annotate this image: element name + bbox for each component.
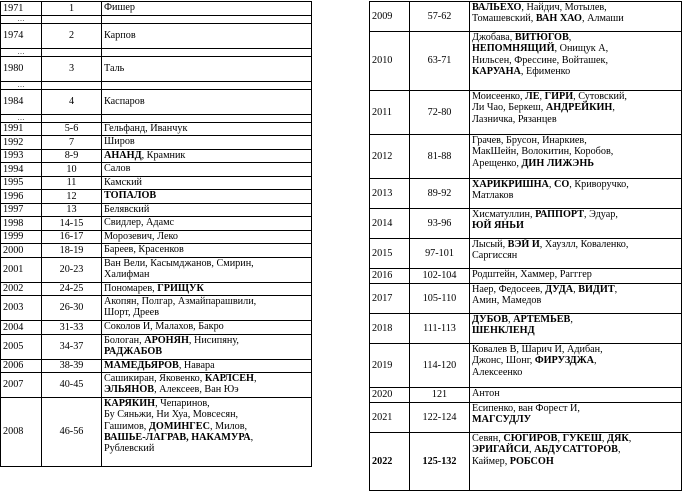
player-name: , [253,373,257,384]
place-cell: 114-120 [410,344,470,388]
empty-cell [102,114,312,122]
player-name: Джобава, [472,32,515,43]
players-cell [470,32,682,91]
players-cell [102,122,312,136]
players-cell [102,334,312,359]
table-row [1,257,312,282]
players-cell [470,284,682,314]
year-cell: 2020 [370,388,410,403]
player-name-bold: КАРЛСЕН [204,373,254,384]
right-table-body [370,2,682,491]
player-name: Каспаров [104,95,145,107]
player-name: , [601,433,607,444]
table-row [1,321,312,335]
place-cell: 20-23 [42,257,102,282]
player-name-bold: АБДУСАТТОРОВ [534,444,618,456]
player-name: , [568,32,572,43]
year-cell: 1992 [1,136,42,150]
ellipsis-cell: … [1,15,42,23]
players-cell [470,91,682,135]
player-name-bold: ЭЛЬЯНОВ [104,384,155,396]
year-cell: 2009 [370,2,410,32]
empty-cell [42,81,102,89]
player-name-bold: ВИТЮГОВ [514,32,569,43]
table-row [370,135,682,179]
table-row [1,217,312,231]
year-cell: 1984 [1,89,42,114]
year-cell: 2005 [1,334,42,359]
player-name-bold: РАДЖАБОВ [104,345,163,357]
players-cell [102,89,312,114]
table-row [1,149,312,163]
players-cell [470,269,682,284]
place-cell: 89-92 [410,179,470,209]
player-name-bold: АНАНД [104,149,142,161]
player-name: Пономарев, [104,282,158,294]
table-row [1,122,312,136]
player-name: , [573,284,579,295]
year-cell: 2017 [370,284,410,314]
player-name-bold: РАППОРТ [535,209,585,220]
year-cell: 2013 [370,179,410,209]
place-cell: 24-25 [42,282,102,296]
table-row [1,163,312,177]
year-cell: 1971 [1,2,42,16]
player-name: Таль [104,62,125,74]
player-name: Акопян, Полгар, Азмайпарашвили, Шорт, Дреев [104,296,257,319]
player-name-bold: ВАЛЬЕХО [472,2,522,13]
player-name-bold: МАМЕДЬЯРОВ [104,359,179,371]
place-cell: 1 [42,2,102,16]
player-name-bold: КАРУАНА [472,65,521,77]
players-cell [102,203,312,217]
players-cell [102,282,312,296]
player-name-bold: ВАН ХАО [535,13,582,25]
player-name: , Лазничка, Рязанцев [472,102,615,125]
table-row [1,190,312,204]
place-cell: 125-132 [410,433,470,491]
year-cell: 2012 [370,135,410,179]
player-name: , Алмаши [581,13,624,25]
place-cell: 8-9 [42,149,102,163]
place-cell: 2 [42,23,102,48]
table-row [1,244,312,258]
table-row [1,89,312,114]
player-name: Белявский [104,203,150,215]
table-row [1,230,312,244]
players-cell [470,433,682,491]
table-row [1,114,312,122]
player-name-bold: ЛЕ [525,91,540,102]
place-cell: 5-6 [42,122,102,136]
player-name: Бареев, Красенков [104,244,184,255]
player-name: , Алексеенко [472,355,597,378]
players-cell [102,56,312,81]
empty-cell [102,15,312,23]
player-name-bold: ДУБОВ [472,314,508,325]
player-name-bold: ЭРИГАЙСИ [472,444,529,456]
player-name: Ван Вели, Касымджанов, Смирин, Халифман [104,257,254,280]
place-cell: 12 [42,190,102,204]
empty-cell [42,114,102,122]
player-name: , Амин, Мамедов [472,284,618,307]
place-cell: 40-45 [42,373,102,398]
player-name: , Эдуар, [584,209,618,220]
players-cell [102,257,312,282]
place-cell: 13 [42,203,102,217]
player-name: Ковалев В, Шарич И, Адибан, Джонс, Шонг, [472,344,603,367]
place-cell: 57-62 [410,2,470,32]
year-cell: 1996 [1,190,42,204]
year-cell: 2015 [370,239,410,269]
player-name-bold: ВАШЬЕ-ЛАГРАВ, НАКАМУРА [104,431,251,443]
place-cell: 122-124 [410,403,470,433]
table-row [370,388,682,403]
year-cell: 1995 [1,176,42,190]
player-name: Грачев, Брусон, Инаркиев, МакШейн, Волокитин, Коробов, Арещенко, [472,135,614,169]
players-cell [102,398,312,467]
table-row [370,2,682,32]
player-name: Сашикиран, Яковенко, [104,373,205,384]
place-cell: 4 [42,89,102,114]
player-name-bold: ДИН ЛИЖЭНЬ [521,157,594,169]
player-name: , [570,314,573,325]
table-row [1,23,312,48]
place-cell: 81-88 [410,135,470,179]
player-name: , Сутовский, Ли Чао, Беркеш, [472,91,627,114]
place-cell: 34-37 [42,334,102,359]
place-cell: 14-15 [42,217,102,231]
player-name-bold: СЮГИРОВ [503,433,558,444]
place-cell: 121 [410,388,470,403]
table-row [1,2,312,16]
place-cell: 10 [42,163,102,177]
player-name: Хисматуллин, [472,209,536,220]
player-name: , Милов, [209,420,248,432]
table-row [1,81,312,89]
player-name-bold: ЮЙ ЯНЬИ [472,220,524,232]
players-cell [470,388,682,403]
player-name-bold: ФИРУЗДЖА [534,355,595,367]
player-name: Камский [104,176,143,188]
player-name: Антон [472,388,500,399]
player-name-bold: НЕПОМНЯЩИЙ [472,43,555,55]
table-row [1,398,312,467]
player-name: , Найдич, Мотылев, Томашевский, [472,2,607,25]
year-cell: 2006 [1,359,42,373]
year-cell: 2001 [1,257,42,282]
place-cell: 16-17 [42,230,102,244]
player-name: Свидлер, Адамс [104,217,175,228]
player-name-bold: ГУКЕШ [562,433,602,444]
place-cell: 93-96 [410,209,470,239]
year-cell: 2004 [1,321,42,335]
players-cell [470,179,682,209]
place-cell: 26-30 [42,296,102,321]
players-cell [102,359,312,373]
place-cell: 111-113 [410,314,470,344]
player-name: Севян, [472,433,504,444]
table-row [1,15,312,23]
player-name: , Рублевский [104,431,254,455]
player-name-bold: СО [553,179,570,190]
players-cell [102,136,312,150]
year-cell: 2022 [370,433,410,491]
players-cell [102,230,312,244]
table-row [1,136,312,150]
empty-cell [42,15,102,23]
year-cell: 2000 [1,244,42,258]
year-cell: 2018 [370,314,410,344]
player-name-bold: АРОНЯН [144,334,189,346]
year-cell: 1993 [1,149,42,163]
player-name: Соколов И, Малахов, Бакро [104,321,224,332]
ellipsis-cell: … [1,81,42,89]
player-name: Гельфанд, Иванчук [104,122,188,134]
place-cell: 18-19 [42,244,102,258]
table-row [370,239,682,269]
player-name: , Онищук А, Нильсен, Фрессине, Войташек, [472,43,609,66]
table-row [370,314,682,344]
player-name: Салов [104,163,131,174]
players-cell [102,190,312,204]
players-cell [102,163,312,177]
year-cell: 2010 [370,32,410,91]
player-name: , Каймер, [472,444,621,467]
player-name: Наер, Федосеев, [472,284,546,295]
players-cell [470,209,682,239]
players-cell [102,321,312,335]
place-cell: 38-39 [42,359,102,373]
player-name: Широв [104,136,135,147]
year-cell: 2008 [1,398,42,467]
player-name: Бологан, [104,334,145,346]
player-name-bold: ХАРИКРИШНА [472,179,549,190]
year-cell: 2002 [1,282,42,296]
players-cell [470,135,682,179]
player-name-bold: МАГСУДЛУ [472,414,532,426]
empty-cell [102,81,312,89]
table-row [370,403,682,433]
players-cell [102,217,312,231]
year-cell: 1991 [1,122,42,136]
place-cell: 11 [42,176,102,190]
player-name: , Алексеев, Ван Юэ [154,384,239,396]
year-cell: 2016 [370,269,410,284]
table-row [1,203,312,217]
player-name: Морозевич, Леко [104,230,178,242]
player-name-bold: ВЭЙ И [507,239,540,250]
ellipsis-cell: … [1,48,42,56]
year-cell: 1974 [1,23,42,48]
players-cell [102,2,312,16]
year-cell: 2021 [370,403,410,433]
table-row [370,269,682,284]
player-name-bold: ДОМИНГЕС [148,420,210,432]
empty-cell [42,48,102,56]
player-name-bold: ВИДИТ [578,284,615,295]
player-name-bold: ГИРИ [544,91,574,102]
players-cell [102,176,312,190]
empty-cell [102,48,312,56]
year-cell: 1999 [1,230,42,244]
table-row [1,176,312,190]
left-table [0,1,312,467]
player-name: , Навара [178,359,215,371]
table-row [370,209,682,239]
player-name: Фишер [104,2,135,13]
year-cell: 2003 [1,296,42,321]
table-row [1,282,312,296]
player-name: , Нисипяну, [188,334,239,346]
players-cell [470,2,682,32]
player-name: , [539,91,545,102]
place-cell: 72-80 [410,91,470,135]
year-cell: 1980 [1,56,42,81]
place-cell: 97-101 [410,239,470,269]
table-row [370,344,682,388]
place-cell: 3 [42,56,102,81]
players-cell [470,403,682,433]
year-cell: 1997 [1,203,42,217]
player-name: , Хаузлл, Коваленко, Саргиссян [472,239,629,262]
year-cell: 1998 [1,217,42,231]
players-cell [102,149,312,163]
year-cell: 2019 [370,344,410,388]
player-name: Моисеенко, [472,91,526,102]
player-name: , [628,433,632,444]
player-name: , Ефименко [520,65,571,77]
ellipsis-cell: … [1,114,42,122]
table-row [370,179,682,209]
player-name: , Криворучко, Матлаков [472,179,629,202]
players-cell [470,314,682,344]
players-cell [102,373,312,398]
player-name: , Крамник [141,149,186,161]
player-name-bold: ДУДА [545,284,574,295]
place-cell: 105-110 [410,284,470,314]
player-name: , [557,433,563,444]
year-cell: 2014 [370,209,410,239]
player-name-bold: ШЕНКЛЕНД [472,325,535,337]
right-table [369,1,682,491]
table-row [1,56,312,81]
place-cell: 63-71 [410,32,470,91]
table-row [1,359,312,373]
player-name: , Чепаринов, Бу Сяньжи, Ни Хуа, Мовсесян, Гашимов, [104,398,239,432]
players-cell [470,239,682,269]
place-cell: 7 [42,136,102,150]
players-cell [102,23,312,48]
left-table-body [1,2,312,467]
players-cell [102,296,312,321]
player-name-bold: ТОПАЛОВ [104,190,157,201]
player-name: Карпов [104,29,136,41]
table-row [1,334,312,359]
player-name: Есипенко, ван Форест И, [472,403,580,414]
player-name-bold: РОБСОН [509,455,554,467]
place-cell: 46-56 [42,398,102,467]
player-name: , [529,444,535,456]
place-cell: 102-104 [410,269,470,284]
player-name-bold: ДЯК [607,433,629,444]
player-name: Лысый, [472,239,508,250]
player-name-bold: КАРЯКИН [104,398,156,409]
year-cell: 2011 [370,91,410,135]
place-cell: 31-33 [42,321,102,335]
table-row [370,91,682,135]
table-row [1,296,312,321]
year-cell: 1994 [1,163,42,177]
table-row [1,48,312,56]
players-cell [470,344,682,388]
player-name-bold: АРТЕМЬЕВ [513,314,571,325]
player-name: Родштейн, Хаммер, Рагггер [472,269,592,280]
player-name-bold: АНДРЕЙКИН [545,102,613,114]
player-name: , [508,314,514,325]
players-cell [102,244,312,258]
player-name-bold: ГРИЩУК [157,282,204,294]
table-row [370,433,682,491]
table-row [370,32,682,91]
table-row [1,373,312,398]
player-name: , [548,179,554,190]
year-cell: 2007 [1,373,42,398]
table-row [370,284,682,314]
